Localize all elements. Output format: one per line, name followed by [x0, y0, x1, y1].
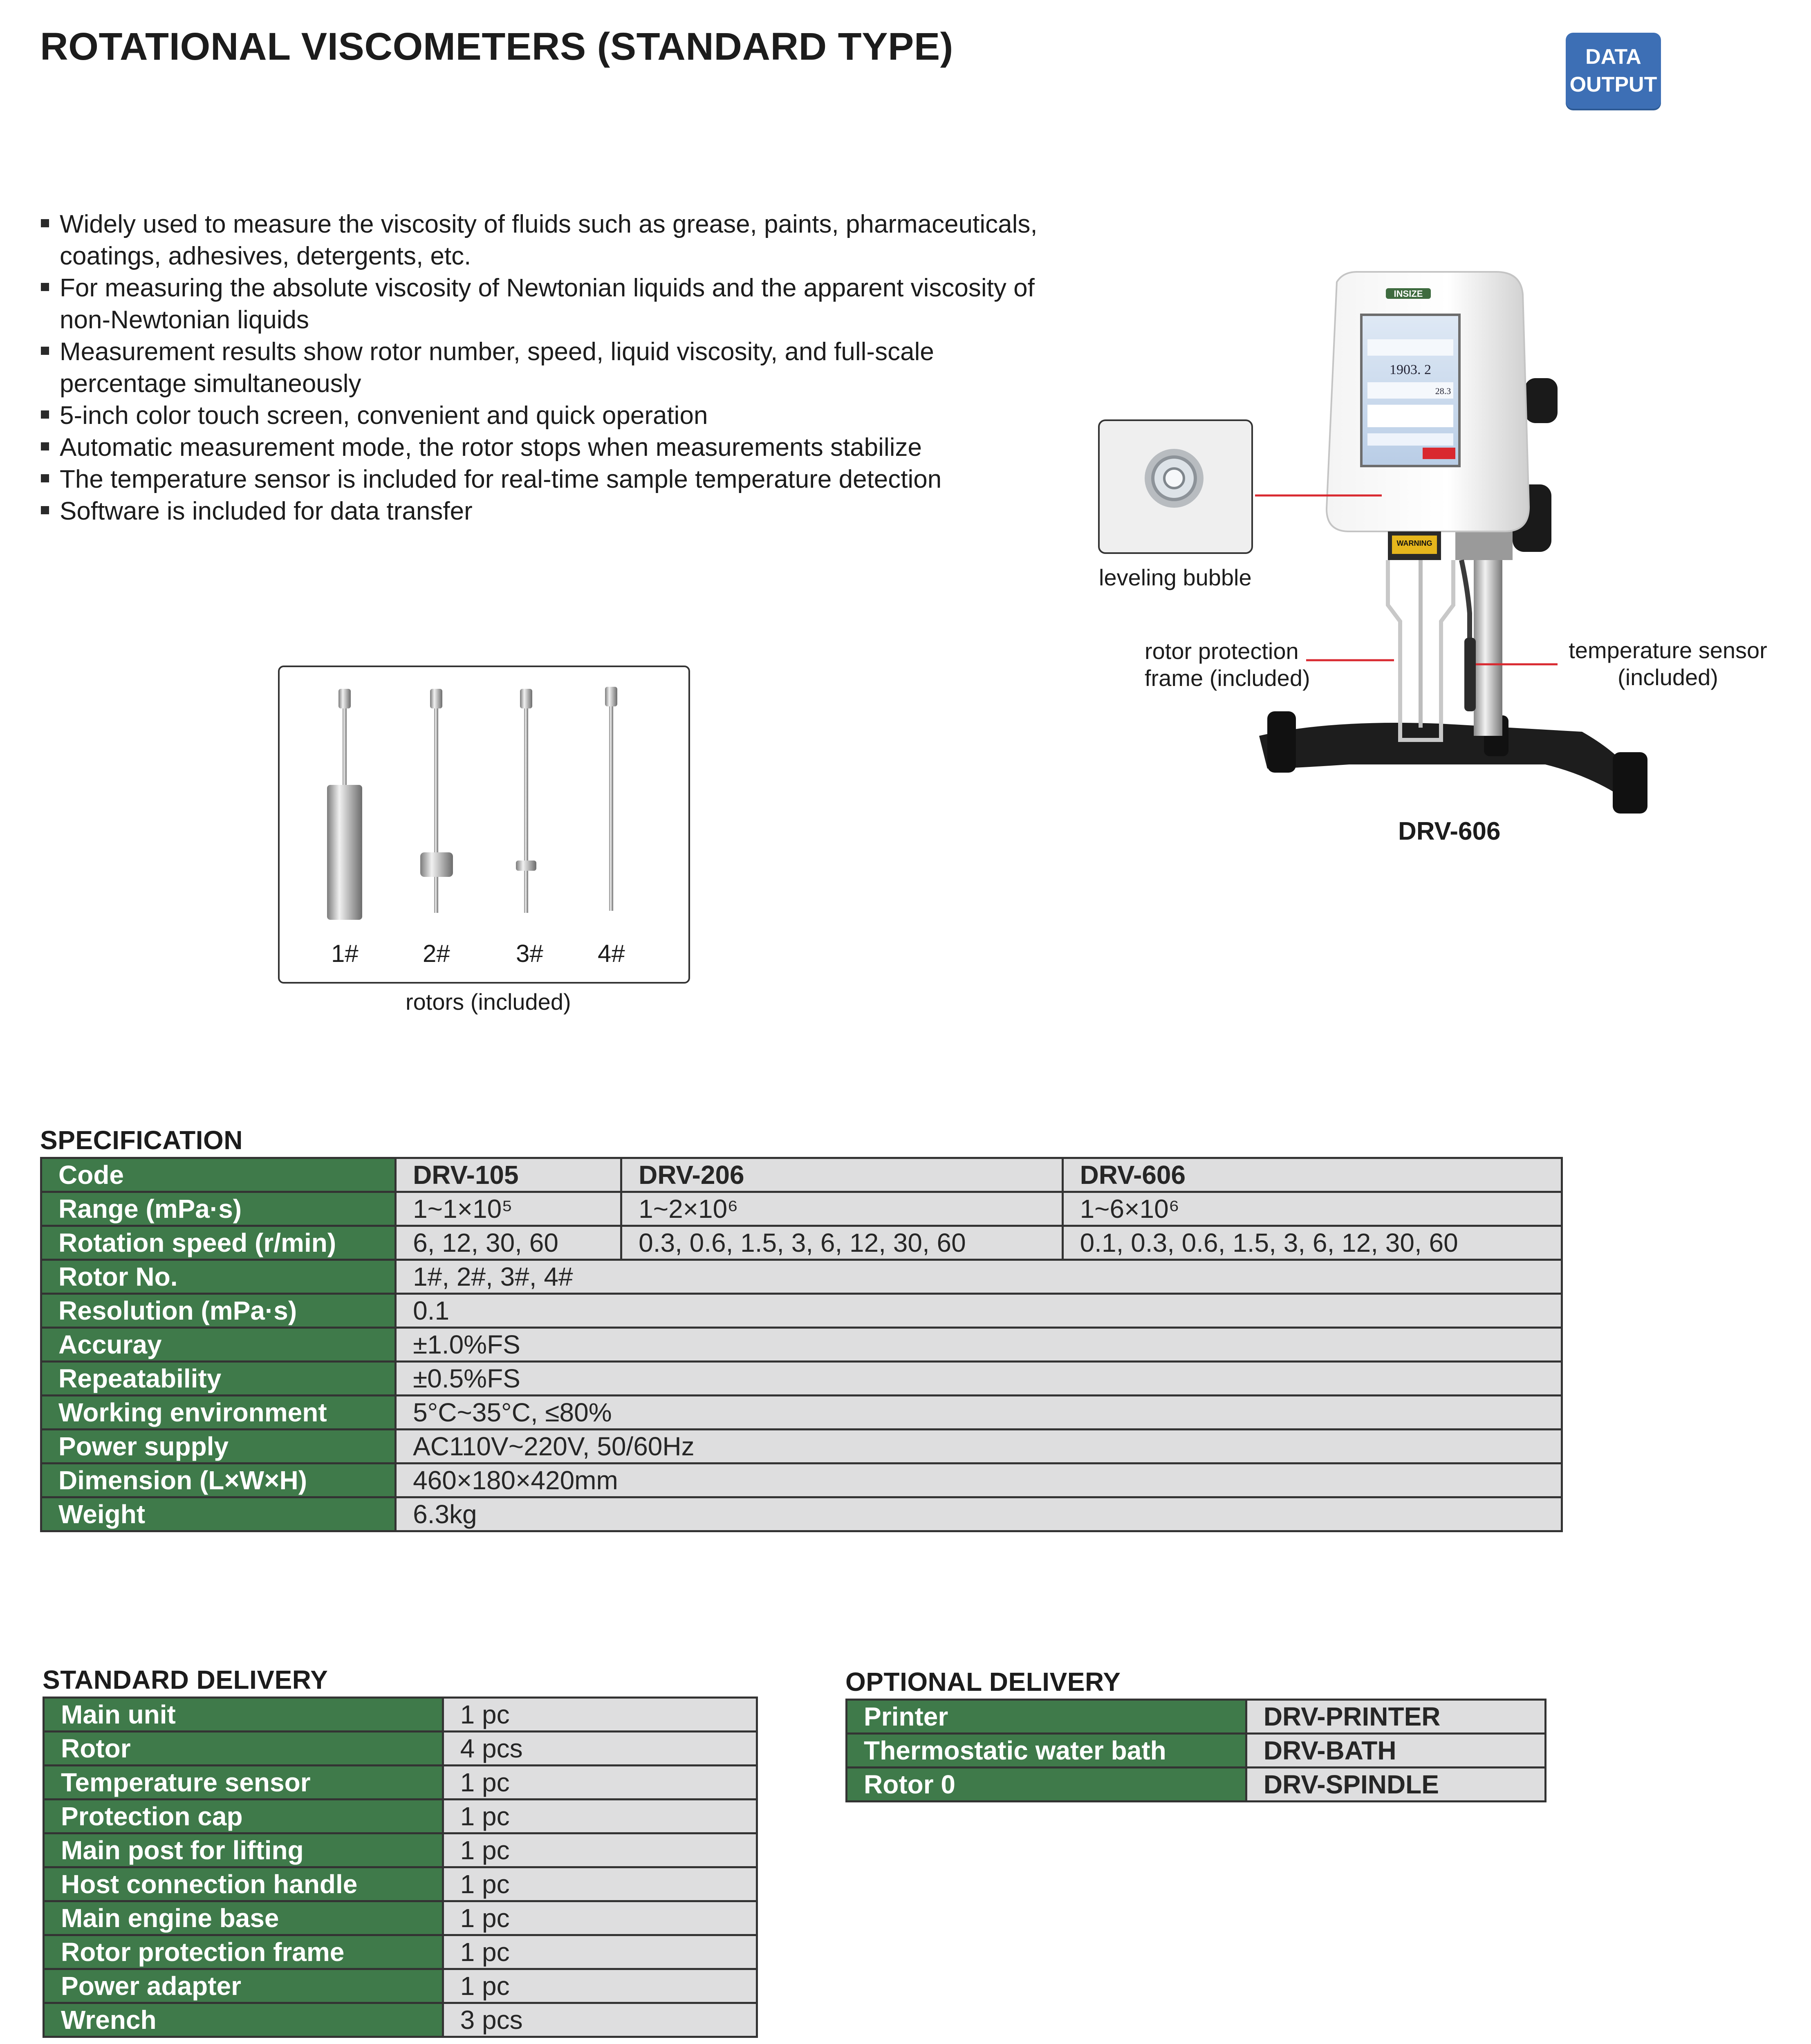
optional-delivery-title: OPTIONAL DELIVERY	[845, 1667, 1121, 1697]
optional-code: DRV-BATH	[1246, 1734, 1545, 1768]
table-row	[41, 1464, 1562, 1497]
table-row	[44, 1969, 757, 2003]
model-cell: DRV-606	[1062, 1158, 1562, 1192]
temperature-sensor	[1464, 638, 1476, 711]
table-row	[41, 1362, 1562, 1396]
bubble-icon	[1164, 468, 1184, 488]
spec-label: Working environment	[41, 1396, 396, 1430]
standard-delivery-table	[43, 1697, 758, 2038]
delivery-label: Rotor protection frame	[44, 1935, 443, 1969]
frame-label-line-2: frame (included)	[1145, 665, 1310, 691]
delivery-qty: 1 pc	[443, 1800, 757, 1833]
brand-logo: INSIZE	[1394, 289, 1423, 299]
rotor-label: 4#	[598, 940, 625, 967]
base-foot	[1267, 711, 1296, 773]
spec-label: Resolution (mPa·s)	[41, 1294, 396, 1328]
delivery-qty: 1 pc	[443, 1766, 757, 1800]
delivery-label: Protection cap	[44, 1800, 443, 1833]
table-row	[41, 1328, 1562, 1362]
delivery-label: Host connection handle	[44, 1867, 443, 1901]
delivery-label: Rotor	[44, 1732, 443, 1766]
table-row	[44, 1901, 757, 1935]
delivery-qty: 1 pc	[443, 1867, 757, 1901]
screen-temp: 28.3	[1435, 386, 1451, 396]
delivery-qty: 1 pc	[443, 1698, 757, 1732]
optional-code: DRV-PRINTER	[1246, 1700, 1545, 1734]
delivery-label: Main unit	[44, 1698, 443, 1732]
base-foot	[1613, 752, 1647, 814]
feature-item: For measuring the absolute viscosity of Newtonian liquids and the apparent viscosity of non-Newtonian liquids	[40, 272, 1042, 336]
table-row	[41, 1192, 1562, 1226]
spec-value: 1~6×10⁶	[1062, 1192, 1562, 1226]
delivery-label: Wrench	[44, 2003, 443, 2037]
table-row	[44, 1766, 757, 1800]
delivery-qty: 1 pc	[443, 1969, 757, 2003]
spec-label: Rotor No.	[41, 1260, 396, 1294]
specification-title: SPECIFICATION	[40, 1125, 243, 1155]
delivery-qty: 1 pc	[443, 1901, 757, 1935]
spec-value: 6, 12, 30, 60	[396, 1226, 621, 1260]
table-row	[41, 1430, 1562, 1464]
optional-delivery-table	[845, 1699, 1547, 1802]
rotor-label: 2#	[423, 940, 450, 967]
spec-label: Repeatability	[41, 1362, 396, 1396]
sensor-label-line-1: temperature sensor	[1569, 637, 1767, 663]
spec-label: Range (mPa·s)	[41, 1192, 396, 1226]
optional-label: Rotor 0	[847, 1768, 1246, 1802]
screen-reading: 1903. 2	[1390, 362, 1431, 377]
spec-value: 5°C~35°C, ≤80%	[396, 1396, 1562, 1430]
spec-value: 1#, 2#, 3#, 4#	[396, 1260, 1562, 1294]
spec-label: Dimension (L×W×H)	[41, 1464, 396, 1497]
delivery-qty: 4 pcs	[443, 1732, 757, 1766]
delivery-label: Main engine base	[44, 1901, 443, 1935]
feature-item: Automatic measurement mode, the rotor stops when measurements stabilize	[40, 432, 1042, 464]
feature-item: Measurement results show rotor number, speed, liquid viscosity, and full-scale percentage simultaneously	[40, 336, 1042, 400]
table-row	[41, 1158, 1562, 1192]
optional-label: Thermostatic water bath	[847, 1734, 1246, 1768]
spec-label: Rotation speed (r/min)	[41, 1226, 396, 1260]
spec-value: AC110V~220V, 50/60Hz	[396, 1430, 1562, 1464]
table-row	[41, 1396, 1562, 1430]
badge-line-2: OUTPUT	[1569, 73, 1657, 96]
delivery-qty: 1 pc	[443, 1935, 757, 1969]
rotor-2	[420, 689, 453, 913]
feature-item: 5-inch color touch screen, convenient and quick operation	[40, 400, 1042, 432]
spec-value: 0.1, 0.3, 0.6, 1.5, 3, 6, 12, 30, 60	[1062, 1226, 1562, 1260]
leveling-bubble-label: leveling bubble	[1099, 565, 1252, 590]
rotor-4	[605, 687, 617, 911]
delivery-label: Main post for lifting	[44, 1833, 443, 1867]
warning-text: WARNING	[1396, 539, 1432, 547]
spec-label: Power supply	[41, 1430, 396, 1464]
specification-table	[40, 1157, 1563, 1532]
rotors-caption: rotors (included)	[406, 989, 571, 1015]
delivery-qty: 3 pcs	[443, 2003, 757, 2037]
model-cell: DRV-105	[396, 1158, 621, 1192]
badge-line-1: DATA	[1585, 45, 1641, 69]
table-row	[44, 1732, 757, 1766]
table-row	[847, 1768, 1546, 1802]
sensor-label-line-2: (included)	[1618, 664, 1718, 690]
spec-value: 1~1×10⁵	[396, 1192, 621, 1226]
model-cell: DRV-206	[621, 1158, 1062, 1192]
optional-label: Printer	[847, 1700, 1246, 1734]
spec-value: 0.3, 0.6, 1.5, 3, 6, 12, 30, 60	[621, 1226, 1062, 1260]
table-row	[44, 1833, 757, 1867]
spec-label: Code	[41, 1158, 396, 1192]
rotor-1	[327, 689, 362, 920]
table-row	[41, 1497, 1562, 1531]
feature-item: Software is included for data transfer	[40, 495, 1042, 527]
spec-label: Accuray	[41, 1328, 396, 1362]
feature-list	[40, 208, 1042, 527]
rotors-illustration	[278, 666, 687, 980]
table-row	[41, 1294, 1562, 1328]
feature-item: Widely used to measure the viscosity of fluids such as grease, paints, pharmaceuticals, coatings, adhesives, detergents, etc.	[40, 208, 1042, 272]
table-row	[44, 1800, 757, 1833]
rotor-3	[516, 689, 536, 913]
delivery-qty: 1 pc	[443, 1833, 757, 1867]
table-row	[44, 1867, 757, 1901]
top-knob	[1525, 378, 1558, 423]
viscometer-illustration	[1083, 262, 1697, 842]
delivery-label: Temperature sensor	[44, 1766, 443, 1800]
spec-value: 460×180×420mm	[396, 1464, 1562, 1497]
spec-value: 6.3kg	[396, 1497, 1562, 1531]
table-row	[44, 1698, 757, 1732]
delivery-label: Power adapter	[44, 1969, 443, 2003]
table-row	[847, 1700, 1546, 1734]
page-title: ROTATIONAL VISCOMETERS (STANDARD TYPE)	[40, 25, 953, 68]
rotor-label: 3#	[516, 940, 543, 967]
spec-value: 1~2×10⁶	[621, 1192, 1062, 1226]
model-label: DRV-606	[1398, 817, 1501, 845]
table-row	[44, 1935, 757, 1969]
table-row	[44, 2003, 757, 2037]
rotor-label: 1#	[331, 940, 359, 967]
optional-code: DRV-SPINDLE	[1246, 1768, 1545, 1802]
standard-delivery-title: STANDARD DELIVERY	[43, 1665, 328, 1694]
table-row	[41, 1226, 1562, 1260]
feature-item: The temperature sensor is included for real-time sample temperature detection	[40, 464, 1042, 495]
spec-value: ±0.5%FS	[396, 1362, 1562, 1396]
spec-value: ±1.0%FS	[396, 1328, 1562, 1362]
frame-label-line-1: rotor protection	[1145, 638, 1299, 664]
data-output-badge	[1566, 33, 1661, 109]
table-row	[847, 1734, 1546, 1768]
spec-value: 0.1	[396, 1294, 1562, 1328]
spec-label: Weight	[41, 1497, 396, 1531]
table-row	[41, 1260, 1562, 1294]
